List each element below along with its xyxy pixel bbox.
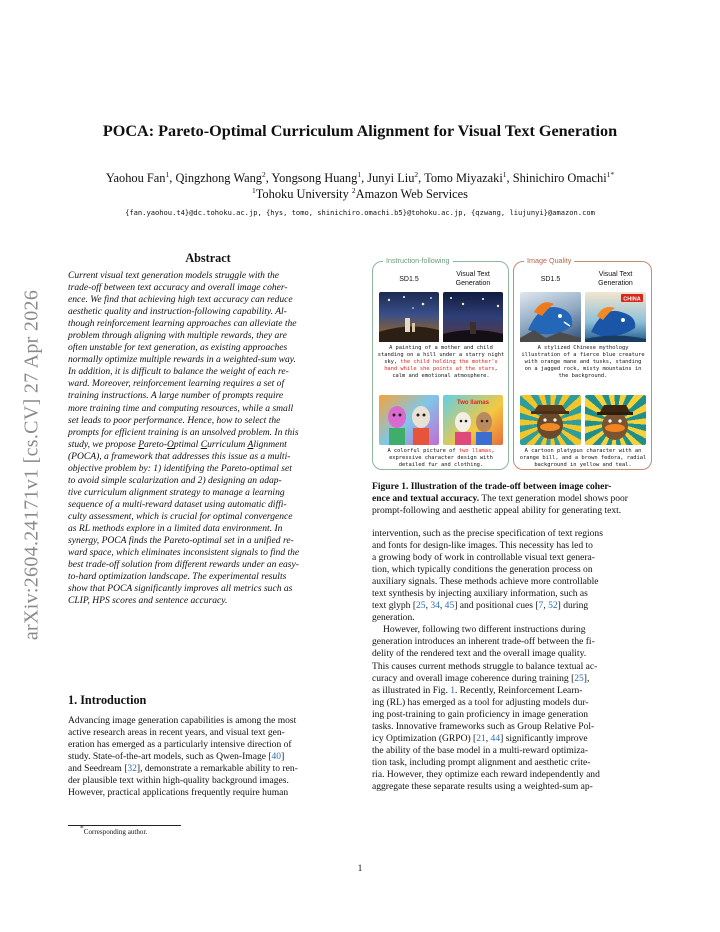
text-line: to-hard optimization landscape. The experimental results <box>68 571 287 583</box>
platypus-fedora-image <box>520 395 581 445</box>
text-line: and fonts for design-like images. This necessity has led to <box>372 540 593 552</box>
text-line: as RL methods explore in a limited data environment. In <box>68 522 283 534</box>
introduction-heading: 1. Introduction <box>68 693 147 707</box>
text-line: icy Optimization (GRPO) [21, 44] significantly improve <box>372 732 588 744</box>
text-line: study, we propose Pareto-Optimal Curriculum Alignment <box>68 438 287 450</box>
text-line: curacy and overall image coherence during training [25], <box>372 672 590 684</box>
text-line: though reinforcement learning approaches can alleviate the <box>68 318 297 330</box>
text-line: and Seedream [32], demonstrate a remarkable ability to ren- <box>68 763 298 775</box>
text-line: This causes current methods struggle to balance textual ac- <box>372 660 598 672</box>
llama-image-text: Two llamas <box>457 400 489 406</box>
footnote-rule <box>68 825 181 826</box>
starry-night-mother-child-image <box>379 292 439 342</box>
text-line: often unstable for text generation, as existing approaches <box>68 342 288 354</box>
text-line: CLIP, HPS scores and sentence accuracy. <box>68 595 228 607</box>
llamas-with-text-image <box>443 395 503 445</box>
text-line: ing (RL) has emerged as a tool for adjusting models dur- <box>372 696 589 708</box>
text-line: as illustrated in Fig. 1. Recently, Reinforcement Learn- <box>372 684 583 696</box>
text-line: more training time and computing resources, while a small <box>68 402 294 414</box>
text-line: However, practical applications frequently require human <box>68 787 289 799</box>
text-line: eration has emerged as a particularly intensive direction of <box>68 739 292 751</box>
panel-label-instruction-following: Instruction-following <box>383 256 453 266</box>
text-line: culty assessment, which is crucial for optimal convergence <box>68 510 293 522</box>
text-line: generation. <box>372 612 415 624</box>
text-line: objective problem by: 1) identifying the Pareto-optimal set <box>68 462 292 474</box>
text-line: show that POCA significantly improves all metrics such as <box>68 583 293 595</box>
column-header-sd15: SD1.5 <box>399 276 419 283</box>
arxiv-side-stamp <box>14 262 50 667</box>
text-line: der plausible text within high-quality background images. <box>68 775 289 787</box>
text-line: However, following two different instructions during <box>383 624 586 636</box>
introduction-left-column <box>68 715 348 799</box>
introduction-right-column <box>372 528 653 793</box>
text-line: text synthesis by injecting auxiliary information, such as <box>372 588 588 600</box>
platypus-with-text-image <box>585 395 646 445</box>
text-line: problem through aligning with multiple rewards, they are <box>68 330 287 342</box>
abstract-body <box>68 270 348 607</box>
prompt-caption-mother-child: A painting of a mother and child standing on a hill under a starry night sky, the child holding the mother's hand while she points at the stars, calm and emotional atmosphere. <box>377 345 505 379</box>
text-line: tive curriculum alignment strategy to manage a learning <box>68 486 285 498</box>
prompt-caption-llamas: A colorful picture of two llamas, expressive character design with detailed fur and clothing. <box>387 448 495 468</box>
text-line: best trade-off solution from different rewards under an easy- <box>68 559 299 571</box>
image-quality-panel <box>513 256 652 470</box>
text-line: set leads to poor performance. Hence, how to select the <box>68 414 281 426</box>
text-line: aesthetic quality and instruction-following capability. Al- <box>68 306 287 318</box>
text-line: the ability of the base model in a multi-reward optimiza- <box>372 744 589 756</box>
text-line: (POCA), a framework that addresses this issue as a multi- <box>68 450 291 462</box>
text-line: tion task, including prompt alignment and aesthetic crite- <box>372 756 591 768</box>
text-line: prompts for efficient training is an unsolved problem. In this <box>68 426 299 438</box>
colorful-llamas-image <box>379 395 439 445</box>
text-line: trade-off between text accuracy and overall image coher- <box>68 282 288 294</box>
text-line: ward. Moreover, reinforcement learning requires a set of <box>68 378 285 390</box>
text-line: delity of the rendered text and the overall image quality. <box>372 648 587 660</box>
panel-label-image-quality: Image Quality <box>524 256 574 266</box>
figure-1-caption: Figure 1. Illustration of the trade-off between image coher- ence and textual accuracy. The text generation model shows poor prompt-following and aesthetic appeal ability for generating text. <box>372 481 628 517</box>
text-line: training instructions. A large number of prompts require <box>68 390 284 402</box>
starry-night-text-image <box>443 292 503 342</box>
text-line: intervention, such as the precise specification of text regions <box>372 528 603 539</box>
abstract-heading: Abstract <box>185 251 231 265</box>
text-line: active research areas in recent years, and visual text gen- <box>68 727 285 739</box>
author-list: Yaohou Fan$^1$, Qingzhong Wang$^2$, Yongsong Huang$^1$, Junyi Liu$^2$, Tomo Miyazaki$^1$, Shinichiro Omachi$^{1*}$ $^1$Tohoku University $^2$Amazon Web Services <box>105 169 615 201</box>
prompt-caption-creature: A stylized Chinese mythology illustration of a fierce blue creature with orange mane and tusks, standing on a jagged rock, misty mountains in the background. <box>521 345 645 379</box>
creature-image-text: CHINA <box>623 296 641 303</box>
text-line: study. State-of-the-art models, such as Qwen-Image [40] <box>68 751 285 763</box>
blue-mythology-creature-image <box>520 292 581 342</box>
text-line: auxiliary signals. These methods achieve more controllable <box>372 576 599 588</box>
text-line: a growing body of work in controllable visual text genera- <box>372 552 595 564</box>
text-line: tion, which typically conditions the generation process on <box>372 564 593 576</box>
paper-title: POCA: Pareto-Optimal Curriculum Alignment for Visual Text Generation <box>102 122 618 140</box>
blue-creature-with-text-image <box>585 292 646 342</box>
text-line: ence. We find that achieving high text accuracy can reduce <box>68 294 293 306</box>
text-line: to avoid simple scalarization and 2) designing an adap- <box>68 474 282 486</box>
text-line: Current visual text generation models struggle with the <box>68 270 279 281</box>
page-number: 1 <box>357 864 363 874</box>
text-line: In addition, it is difficult to balance the weight of each re- <box>68 366 289 378</box>
text-line: normally optimize multiple rewards in a weighted-sum way. <box>68 354 296 366</box>
column-header-visual-text: Visual Text Generation <box>598 271 633 287</box>
text-line: generation introduces an inherent trade-off between the fi- <box>372 636 595 648</box>
footnote: *Corresponding author. <box>80 823 148 836</box>
text-line: ria. However, they optimize each reward independently and <box>372 768 600 780</box>
text-line: tasks. Innovative frameworks such as Group Relative Pol- <box>372 720 595 732</box>
column-header-sd15: SD1.5 <box>540 276 561 283</box>
author-emails: {fan.yaohou.t4}@dc.tohoku.ac.jp, {hys, tomo, shinichiro.omachi.b5}@tohoku.ac.jp, {qzwang, liujunyi}@amazon.com <box>125 208 595 217</box>
text-line: ward space, which eliminates inconsistent signals to find the <box>68 547 300 559</box>
text-line: text glyph [25, 34, 45] and positional cues [7, 52] during <box>372 600 589 612</box>
arxiv-stamp-text: arXiv:2604.24171v1 [cs.CV] 27 Apr 2026 <box>20 289 43 640</box>
text-line: Advancing image generation capabilities is among the most <box>68 715 297 726</box>
instruction-following-panel <box>372 256 509 470</box>
column-header-visual-text: Visual Text Generation <box>455 271 491 287</box>
text-line: sequence of a multi-reward dataset using automatic diffi- <box>68 498 287 510</box>
prompt-caption-platypus: A cartoon platypus character with an orange bill, and a brown fedora, radial background in yellow and teal. <box>519 448 647 468</box>
text-line: aggregate these separate results using a weighted-sum ap- <box>372 780 593 792</box>
text-line: ing post-training to gain proficiency in image generation <box>372 708 589 720</box>
text-line: synergy, POCA finds the Pareto-optimal set in a unified re- <box>68 535 294 547</box>
